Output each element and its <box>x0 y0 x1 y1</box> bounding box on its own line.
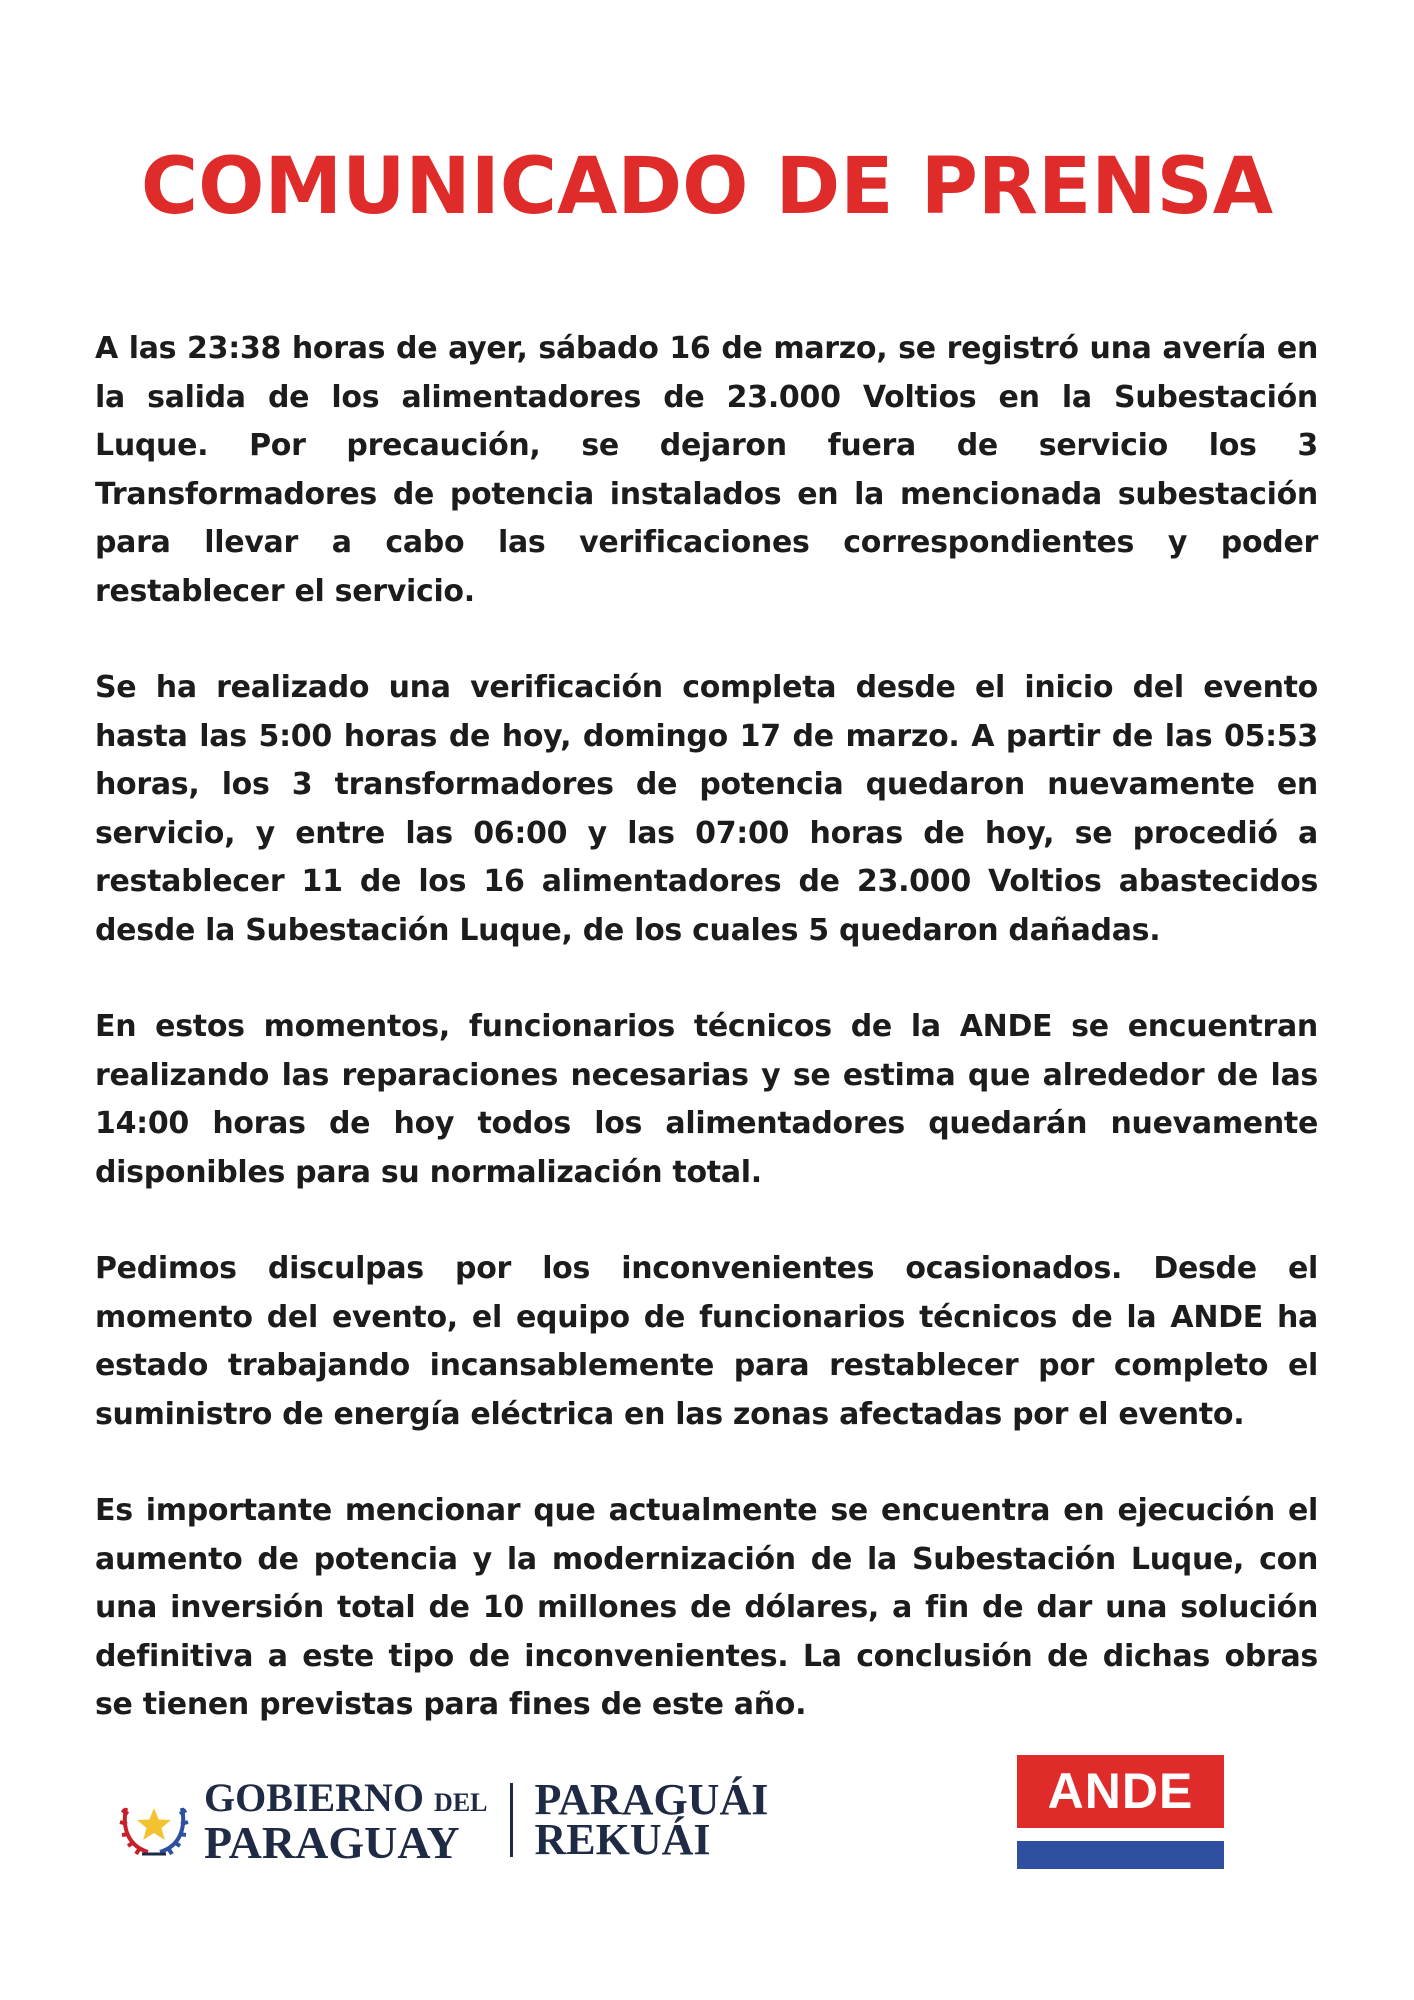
paragraph: Es importante mencionar que actualmente se encuentra en ejecución el aumento de potencia y la modernización de la Subestación Luque, con una inversión total de 10 millones de dólares, a fin de dar una solución definitiva a este tipo de inconvenientes. La conclusión de dichas obras se tienen previstas para fines de este año. <box>95 1493 1318 1722</box>
paragraph: Pedimos disculpas por los inconvenientes ocasionados. Desde el momento del evento, el equipo de funcionarios técnicos de la ANDE ha estado trabajando incansablemente para restablecer por completo el suministro de energía eléctrica en las zonas afectadas por el evento. <box>95 1251 1318 1432</box>
motto <box>534 1775 769 1864</box>
press-release-body <box>95 325 1318 1778</box>
motto-line1: PARAGUÁI <box>534 1775 769 1824</box>
government-name <box>204 1774 488 1868</box>
gov-line2: PARAGUAY <box>204 1816 460 1868</box>
ande-logo-white-band <box>1017 1828 1224 1841</box>
paragraph: En estos momentos, funcionarios técnicos de la ANDE se encuentran realizando las reparaciones necesarias y se estima que alrededor de las 14:00 horas de hoy todos los alimentadores quedarán nuevamente disponibles para su normalización total. <box>95 1009 1318 1190</box>
government-logo <box>118 1774 769 1868</box>
motto-line2: REKUÁI <box>534 1815 711 1864</box>
footer-divider <box>510 1783 513 1857</box>
page-title: COMUNICADO DE PRENSA <box>140 142 1274 232</box>
ande-logo-text: ANDE <box>1017 1755 1224 1828</box>
paragraph: A las 23:38 horas de ayer, sábado 16 de marzo, se registró una avería en la salida de los alimentadores de 23.000 Voltios en la Subestación Luque. Por precaución, se dejaron fuera de servicio los 3 Transformadores de potencia instalados en la mencionada subestación para llevar a cabo las verificaciones correspondientes y poder restablecer el servicio. <box>95 331 1318 609</box>
ande-logo <box>1017 1755 1224 1869</box>
paragraph: Se ha realizado una verificación completa desde el inicio del evento hasta las 5:00 horas de hoy, domingo 17 de marzo. A partir de las 05:53 horas, los 3 transformadores de potencia quedaron nuevamente en servicio, y entre las 06:00 y las 07:00 horas de hoy, se procedió a restablecer 11 de los 16 alimentadores de 23.000 Voltios abastecidos desde la Subestación Luque, de los cuales 5 quedaron dañadas. <box>95 670 1318 948</box>
gov-del: DEL <box>434 1787 488 1817</box>
ande-logo-blue-band <box>1017 1841 1224 1869</box>
gov-line1: GOBIERNO <box>204 1774 425 1820</box>
coat-of-arms-icon <box>118 1780 190 1860</box>
